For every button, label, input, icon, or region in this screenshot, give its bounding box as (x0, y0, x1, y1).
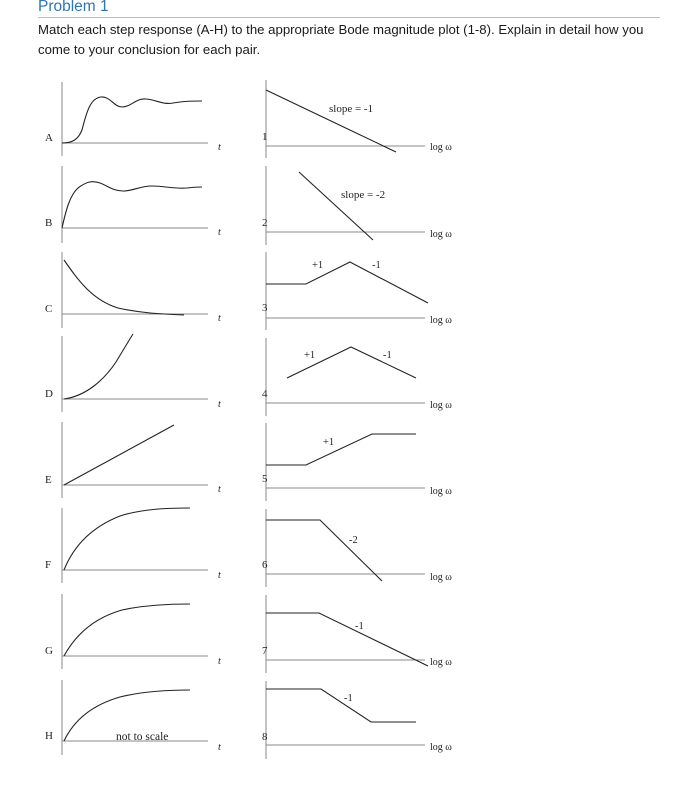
step-e-label: E (45, 474, 52, 486)
bode-3-label: 3 (262, 302, 268, 314)
not-to-scale-note: not to scale (116, 731, 169, 743)
bode-6-freq-label: log ω (430, 572, 452, 583)
bode-plot-7 (262, 595, 452, 673)
bode-6-asymptote (266, 520, 382, 581)
bode-1-freq-label: log ω (430, 142, 452, 153)
bode-2-label: 2 (262, 217, 268, 229)
bode-7-fall-label: -1 (355, 621, 364, 632)
step-e-curve (64, 425, 174, 485)
bode-8-asymptote (266, 689, 416, 722)
bode-4-label: 4 (262, 388, 268, 400)
step-c-curve (64, 260, 184, 315)
bode-5-rise-label: +1 (323, 437, 335, 448)
step-response-h (45, 680, 221, 755)
bode-plot-4 (262, 338, 452, 416)
bode-2-asymptote (299, 172, 373, 240)
bode-2-freq-label: log ω (430, 229, 452, 240)
step-response-c (45, 252, 221, 328)
bode-7-asymptote (266, 613, 428, 666)
bode-6-fall-label: -2 (349, 535, 358, 546)
step-response-d (45, 334, 221, 412)
step-c-t-label: t (218, 313, 221, 324)
step-response-a (45, 82, 221, 156)
bode-1-asymptote (266, 90, 396, 152)
step-b-label: B (45, 217, 53, 229)
step-a-curve (62, 97, 202, 143)
bode-1-label: 1 (262, 131, 268, 143)
bode-5-label: 5 (262, 473, 268, 485)
step-g-label: G (45, 645, 53, 657)
step-g-t-label: t (218, 656, 221, 667)
bode-3-fall-label: -1 (372, 260, 381, 271)
bode-plot-8 (262, 681, 452, 759)
bode-5-asymptote (266, 434, 416, 465)
step-c-label: C (45, 303, 53, 315)
problem-title: Problem 1 (38, 0, 109, 15)
step-b-t-label: t (218, 227, 221, 238)
bode-plot-2 (262, 166, 452, 245)
bode-8-fall-label: -1 (344, 693, 353, 704)
step-b-curve (62, 182, 202, 228)
step-h-label: H (45, 730, 53, 742)
bode-3-asymptote (266, 262, 428, 303)
bode-4-fall-label: -1 (383, 350, 392, 361)
step-d-label: D (45, 388, 53, 400)
bode-7-freq-label: log ω (430, 657, 452, 668)
bode-3-freq-label: log ω (430, 315, 452, 326)
bode-plot-1 (262, 80, 452, 158)
bode-2-slope-label: slope = -2 (341, 189, 386, 201)
bode-1-slope-label: slope = -1 (329, 103, 374, 115)
bode-4-freq-label: log ω (430, 400, 452, 411)
step-d-t-label: t (218, 399, 221, 410)
problem-statement: Match each step response (A-H) to the appropriate Bode magnitude plot (1-8). Explain in detail how you come to your conclusion for each pair. (38, 22, 644, 57)
bode-6-label: 6 (262, 559, 268, 571)
bode-5-freq-label: log ω (430, 486, 452, 497)
bode-plot-3 (262, 252, 452, 330)
step-f-label: F (45, 559, 52, 571)
step-d-curve (64, 334, 133, 399)
bode-plot-5 (262, 423, 452, 501)
bode-plot-6 (262, 509, 452, 587)
step-e-t-label: t (218, 484, 221, 495)
step-f-t-label: t (218, 570, 221, 581)
step-response-f (45, 508, 221, 583)
step-g-curve (64, 604, 190, 656)
step-f-curve (64, 508, 190, 570)
step-a-label: A (45, 132, 53, 144)
step-a-t-label: t (218, 142, 221, 153)
step-response-e (45, 422, 221, 498)
step-h-t-label: t (218, 742, 221, 753)
bode-4-rise-label: +1 (304, 350, 316, 361)
step-response-g (45, 594, 221, 669)
bode-8-freq-label: log ω (430, 742, 452, 753)
bode-7-label: 7 (262, 645, 268, 657)
bode-3-rise-label: +1 (312, 260, 324, 271)
bode-8-label: 8 (262, 731, 268, 743)
step-response-b (45, 166, 221, 243)
